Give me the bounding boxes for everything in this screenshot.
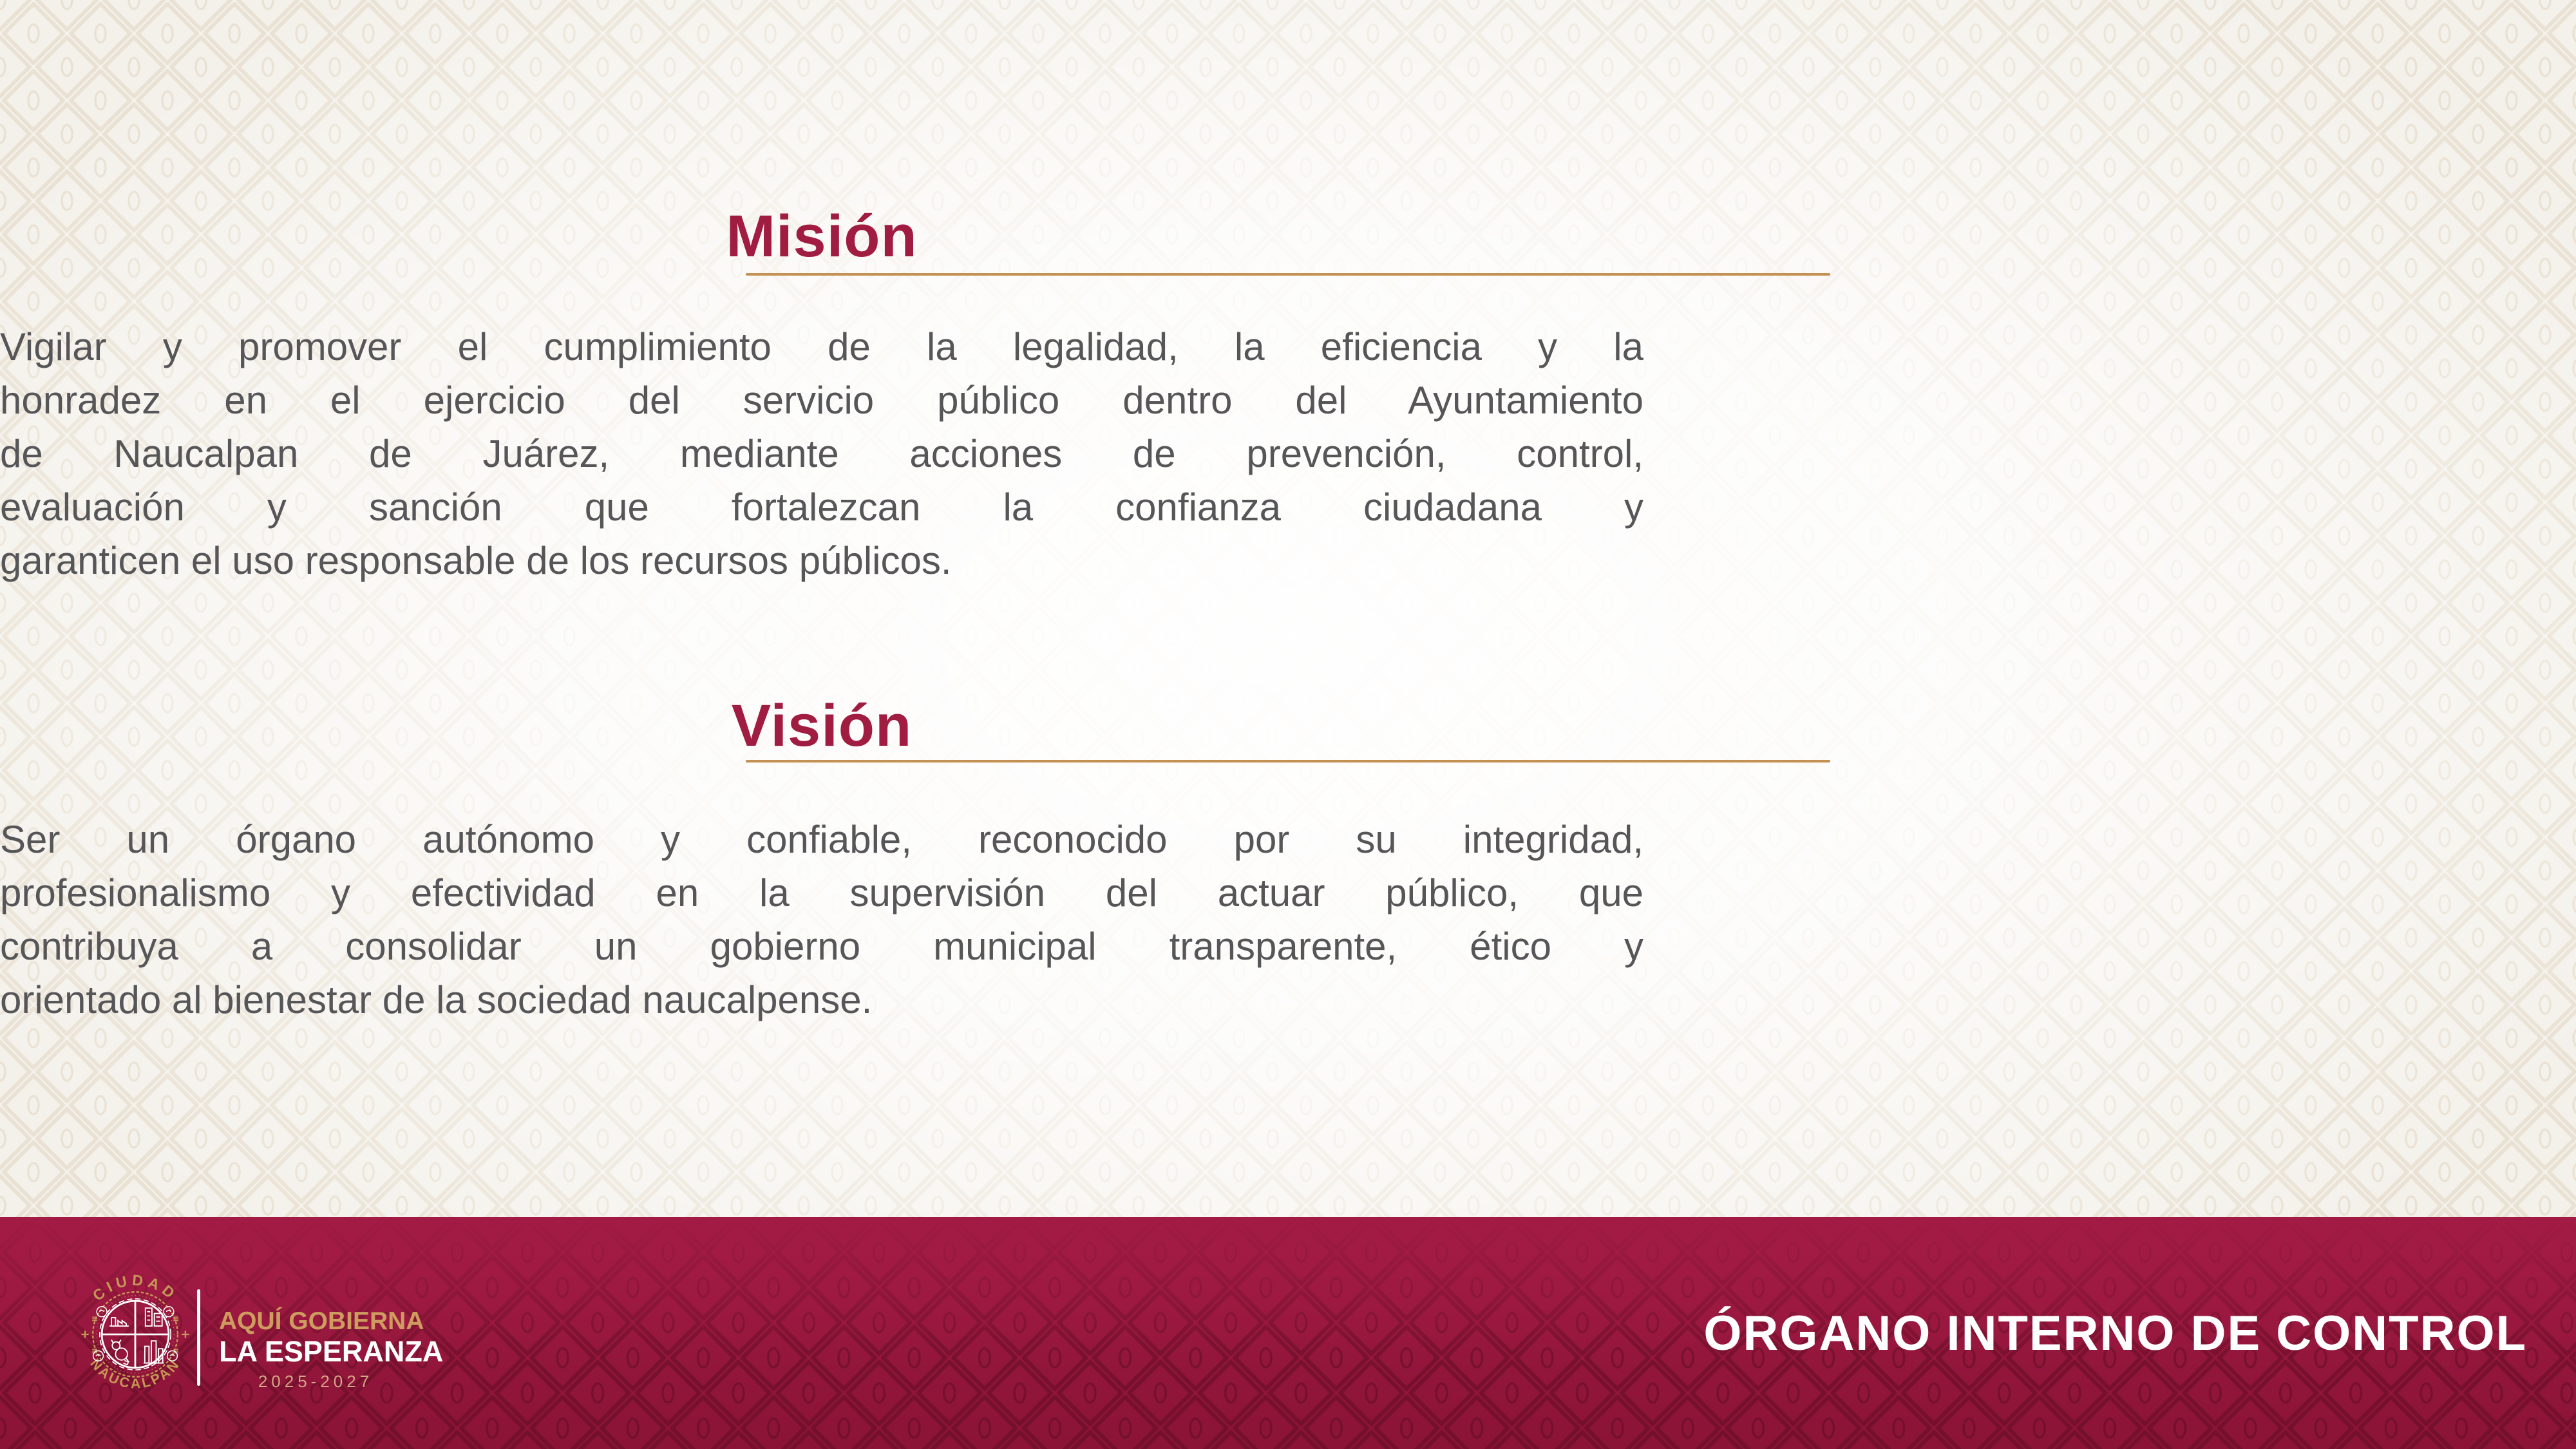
paragraph-line: contribuya a consolidar un gobierno municipal transparente, ético y <box>0 925 1643 968</box>
mision-title: Misión <box>726 203 918 269</box>
paragraph-line: Ser un órgano autónomo y confiable, reconocido por su integridad, <box>0 818 1643 861</box>
paragraph-line: garanticen el uso responsable de los recursos públicos. <box>0 539 952 582</box>
vision-paragraph <box>0 813 1643 1027</box>
slogan-line-2: LA ESPERANZA <box>219 1335 444 1368</box>
seal-top-text: CIUDAD <box>89 1271 182 1304</box>
mision-paragraph <box>0 320 1643 587</box>
gold-separator-line <box>746 273 1830 276</box>
slogan-line-1: AQUÍ GOBIERNA <box>219 1307 424 1335</box>
paragraph-line: evaluación y sanción que fortalezcan la confianza ciudadana y <box>0 486 1643 529</box>
footer-slogan <box>219 1307 444 1392</box>
department-title: ÓRGANO INTERNO DE CONTROL <box>1703 1305 2527 1361</box>
footer-divider-line <box>197 1289 200 1386</box>
paragraph-line: orientado al bienestar de la sociedad naucalpense. <box>0 978 873 1021</box>
footer-bar <box>0 1217 2576 1449</box>
paragraph-line: de Naucalpan de Juárez, mediante acciones de prevención, control, <box>0 432 1643 475</box>
paragraph-line: Vigilar y promover el cumplimiento de la legalidad, la eficiencia y la <box>0 325 1643 368</box>
paragraph-line: profesionalismo y efectividad en la supervisión del actuar público, que <box>0 871 1643 914</box>
seal-shield <box>100 1299 171 1370</box>
administration-period: 2025-2027 <box>258 1372 374 1391</box>
seal-bottom-text: NAUCALPAN <box>87 1356 184 1392</box>
paragraph-line: honradez en el ejercicio del servicio público dentro del Ayuntamiento <box>0 379 1643 422</box>
gold-separator-line <box>746 760 1830 762</box>
vision-title: Visión <box>731 692 913 759</box>
city-seal-logo <box>70 1269 201 1400</box>
svg-text:CIUDAD <box>90 1271 181 1304</box>
